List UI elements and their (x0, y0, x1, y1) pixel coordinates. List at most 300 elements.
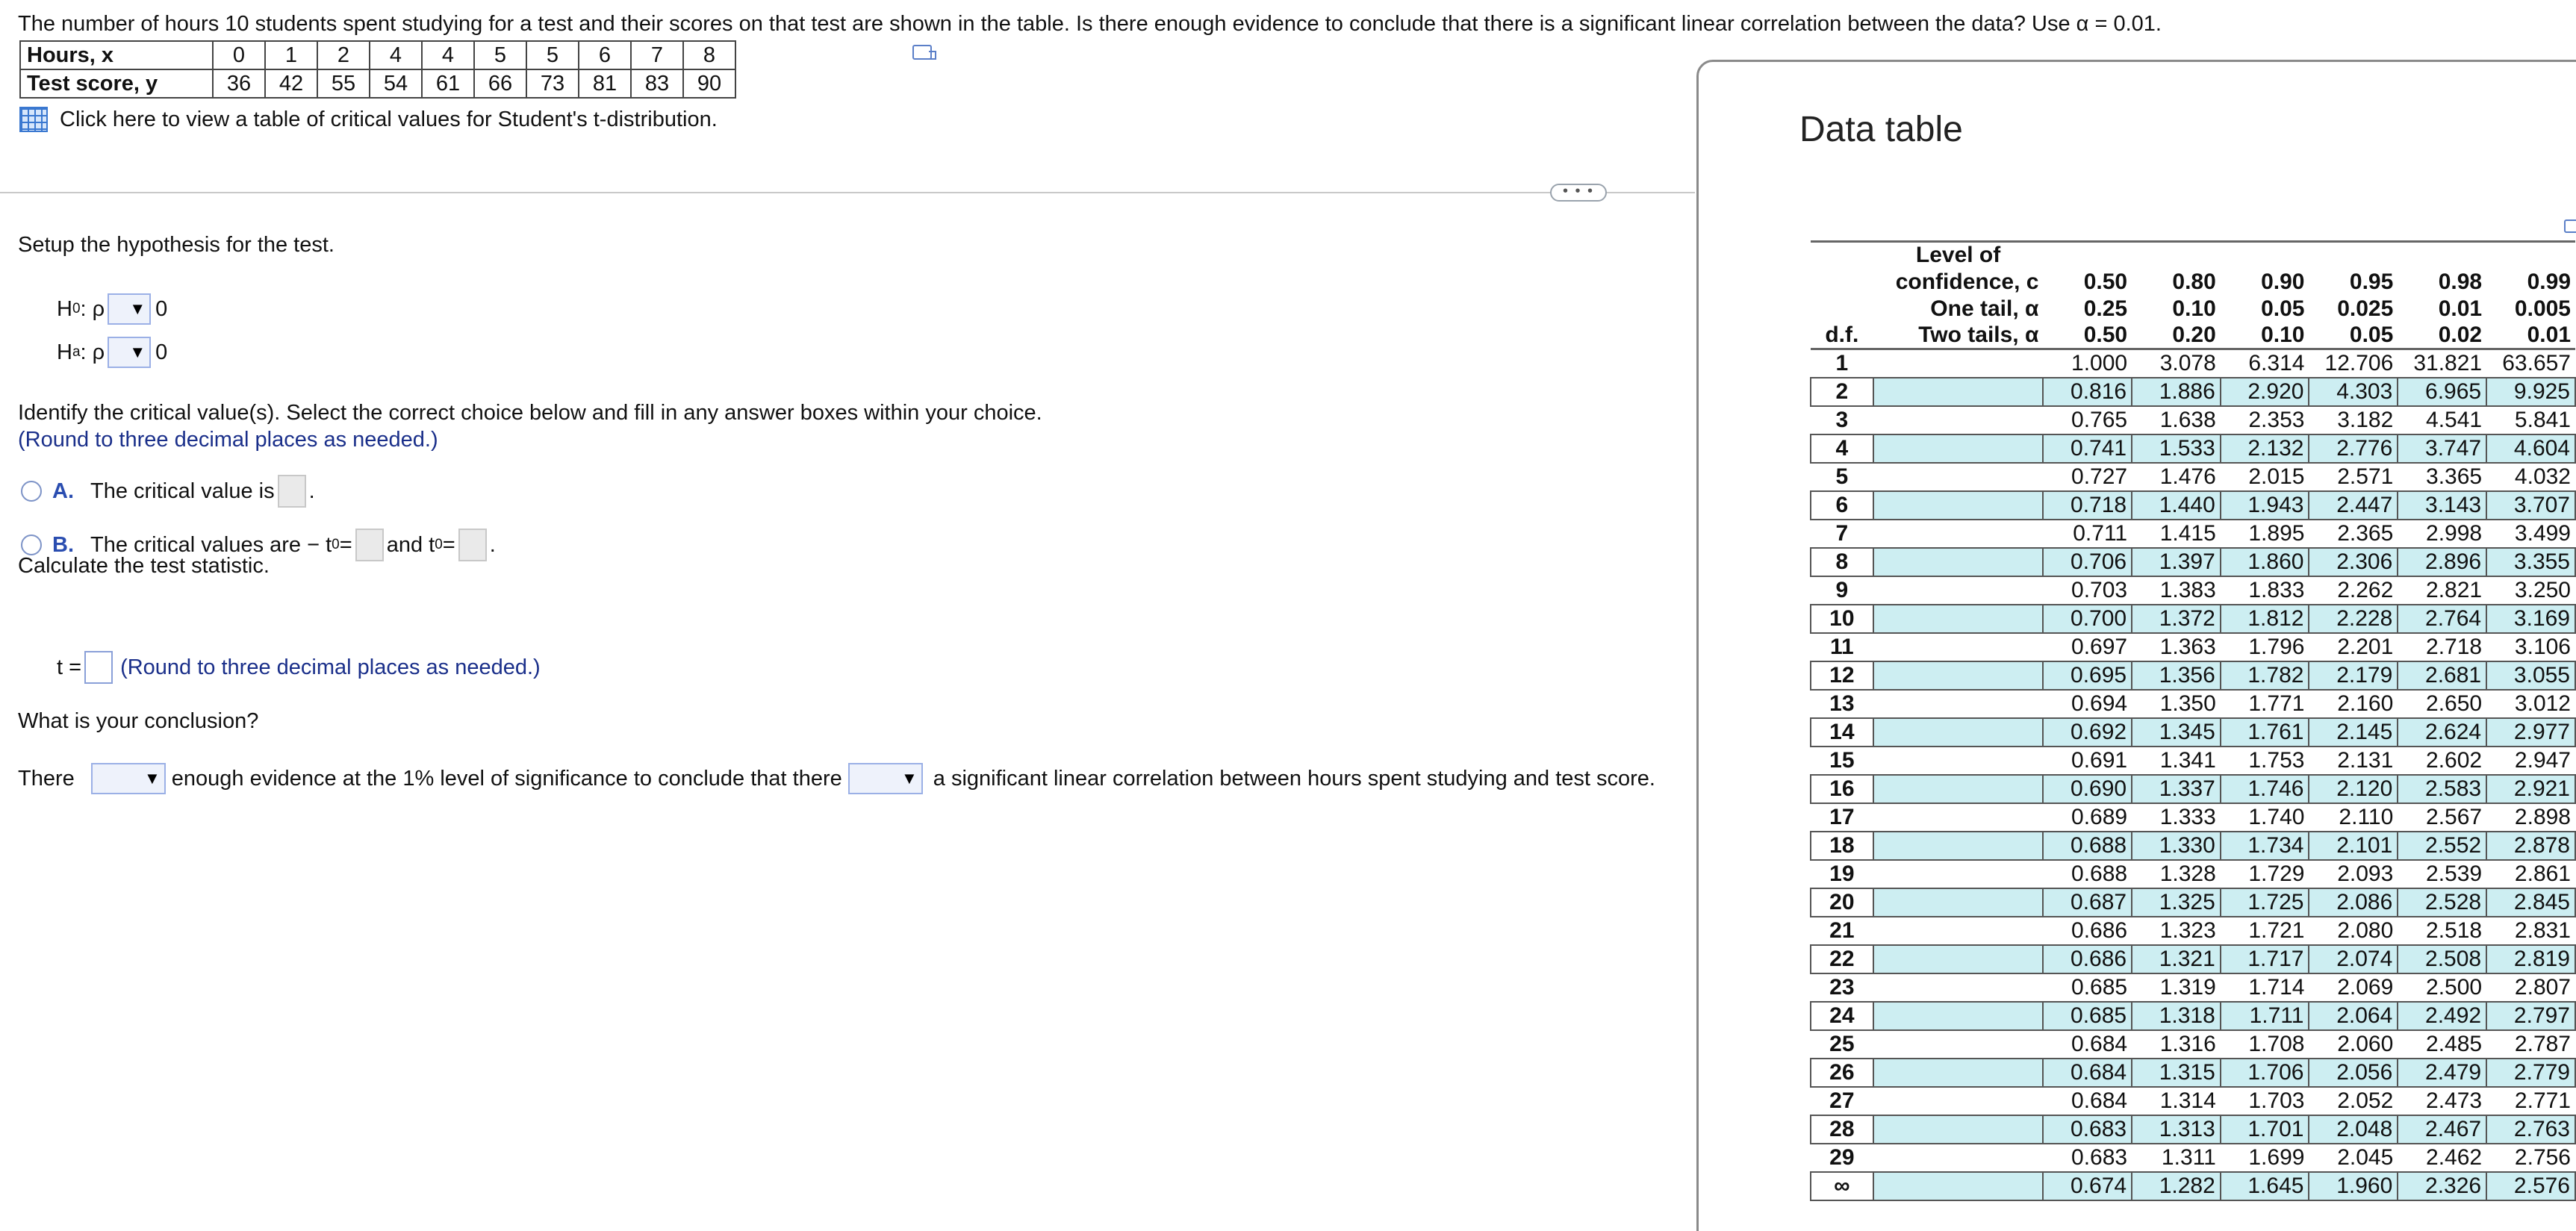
spacer-cell (1873, 973, 2044, 1002)
t-value-cell: 1.711 (2221, 1002, 2309, 1030)
table-row (1811, 690, 2575, 718)
spacer-cell (1873, 775, 2044, 803)
t-value-cell: 2.120 (2309, 775, 2398, 803)
copy-icon[interactable] (2564, 219, 2576, 233)
table-row (1811, 973, 2575, 1002)
one-tail-value: 0.05 (2261, 296, 2305, 321)
table-row (1811, 463, 2575, 491)
t-value-cell: 1.323 (2159, 917, 2216, 943)
t-value-cell: 2.756 (2514, 1144, 2571, 1170)
h0-value: 0 (155, 296, 168, 321)
df-label: d.f. (1811, 322, 1873, 349)
t-value-cell: 1.318 (2132, 1002, 2221, 1030)
h0-operator-dropdown[interactable] (108, 293, 151, 325)
t-value-cell: 2.086 (2309, 888, 2398, 917)
df-cell: 28 (1811, 1115, 1873, 1144)
t-value-cell: 1.314 (2159, 1088, 2216, 1113)
t-value-cell: 0.695 (2043, 661, 2132, 690)
t-value-cell: 1.372 (2132, 605, 2221, 633)
spacer-cell (1873, 945, 2044, 973)
score-cell: 42 (265, 69, 317, 98)
t-value-cell: 1.333 (2159, 804, 2216, 829)
header-row-one-tail (1811, 296, 2575, 322)
section-divider (0, 192, 1695, 193)
t-value-cell: 1.341 (2159, 747, 2216, 773)
t-value-cell: 3.143 (2398, 491, 2486, 520)
df-cell: 5 (1835, 464, 1849, 489)
t-value-cell: 2.602 (2426, 747, 2483, 773)
two-tail-value: 0.50 (2043, 322, 2132, 349)
conf-value: 0.98 (2438, 269, 2483, 294)
df-cell: 11 (1829, 634, 1854, 659)
t-value-cell: 3.499 (2514, 520, 2571, 546)
h0-label: H (57, 296, 72, 321)
t-value-cell: 2.160 (2337, 691, 2394, 716)
table-row (1811, 378, 2575, 406)
t-value-cell: 0.711 (2073, 520, 2128, 546)
t-value-cell: 1.721 (2248, 917, 2305, 943)
t-value-cell: 2.576 (2486, 1172, 2575, 1200)
t-value-cell: 1.316 (2159, 1031, 2216, 1056)
spacer-cell (1873, 548, 2044, 576)
spacer-cell (1873, 1059, 2044, 1087)
df-cell: 26 (1811, 1059, 1873, 1087)
t-value-cell: 1.638 (2159, 407, 2216, 432)
t-value-cell: 2.052 (2337, 1088, 2394, 1113)
t-value-cell: 0.684 (2071, 1031, 2128, 1056)
hours-cell: 5 (474, 41, 526, 69)
df-cell: 18 (1811, 832, 1873, 860)
df-cell: ∞ (1811, 1172, 1873, 1200)
t-value-cell: 1.440 (2132, 491, 2221, 520)
critical-value-input[interactable] (278, 475, 306, 508)
t-value-cell: 3.078 (2159, 350, 2216, 375)
df-cell: 14 (1811, 718, 1873, 747)
df-cell: 17 (1829, 804, 1855, 829)
t-value-cell: 2.479 (2398, 1059, 2486, 1087)
t-value-cell: 1.330 (2132, 832, 2221, 860)
t-value-cell: 3.707 (2486, 491, 2575, 520)
t-value-cell: 2.821 (2426, 577, 2483, 602)
t-value-cell: 0.684 (2071, 1088, 2128, 1113)
table-row (1811, 1115, 2575, 1144)
t-value-cell: 2.485 (2426, 1031, 2483, 1056)
t-value-cell: 0.765 (2071, 407, 2128, 432)
score-cell: 61 (422, 69, 474, 98)
spacer-cell (1873, 1172, 2044, 1200)
t-value-cell: 2.500 (2426, 974, 2483, 1000)
t-value-cell: 1.860 (2221, 548, 2309, 576)
t-value-cell: 12.706 (2324, 350, 2394, 375)
t-value-cell: 2.567 (2426, 804, 2483, 829)
table-row (1811, 888, 2575, 917)
t-value-cell: 0.697 (2071, 634, 2128, 659)
hours-cell: 4 (370, 41, 422, 69)
t-value-cell: 1.699 (2248, 1144, 2305, 1170)
df-cell: 20 (1811, 888, 1873, 917)
t-value-cell: 2.764 (2398, 605, 2486, 633)
option-a-radio[interactable] (21, 481, 42, 502)
hours-cell: 4 (422, 41, 474, 69)
t-hint: (Round to three decimal places as needed.) (120, 655, 541, 679)
spacer-cell (1873, 803, 2044, 832)
spacer-cell (1873, 718, 2044, 747)
t-value-cell: 2.718 (2426, 634, 2483, 659)
one-tail-value: 0.10 (2172, 296, 2216, 321)
t-value-cell: 2.947 (2514, 747, 2571, 773)
h0-rho: : ρ (80, 296, 105, 321)
t-value-cell: 1.753 (2248, 747, 2305, 773)
t-value-cell: 2.539 (2426, 861, 2483, 886)
t-value-cell: 2.060 (2337, 1031, 2394, 1056)
t-statistic-input[interactable] (84, 651, 113, 684)
spacer-cell (1873, 406, 2044, 434)
t-value-cell: 3.012 (2514, 691, 2571, 716)
conf-value: 0.50 (2083, 269, 2128, 294)
table-row (20, 69, 735, 98)
option-a[interactable]: A. The critical value is . (21, 475, 315, 508)
t-value-cell: 2.845 (2486, 888, 2575, 917)
option-b-sub2: 0 (435, 537, 443, 552)
t-value-cell: 3.365 (2426, 464, 2483, 489)
option-b-letter: B. (52, 532, 74, 557)
df-cell: 4 (1811, 434, 1873, 463)
t-value-cell: 1.717 (2221, 945, 2309, 973)
critical-values-link[interactable] (19, 107, 718, 132)
t-value-cell: 0.718 (2043, 491, 2132, 520)
spacer-cell (1873, 661, 2044, 690)
table-row (1811, 832, 2575, 860)
df-cell: 24 (1811, 1002, 1873, 1030)
t-value-cell: 0.741 (2043, 434, 2132, 463)
t-value-cell: 31.821 (2413, 350, 2483, 375)
conf-value: 0.99 (2527, 269, 2571, 294)
t-value-cell: 0.683 (2043, 1115, 2132, 1144)
option-b-radio[interactable] (21, 535, 42, 555)
table-row (1811, 520, 2575, 548)
t-value-cell: 2.447 (2309, 491, 2398, 520)
h0-subscript: 0 (72, 301, 81, 317)
critical-prompt: Identify the critical value(s). Select the correct choice below and fill in any answer boxes within your choice. (18, 401, 1042, 425)
t-distribution-table (1810, 240, 2576, 1201)
conclusion-end: a significant linear correlation between hours spent studying and test score. (933, 766, 1655, 791)
t-value-cell: 4.303 (2309, 378, 2398, 406)
spacer-cell (1873, 605, 2044, 633)
t-value-cell: 2.681 (2398, 661, 2486, 690)
t-value-cell: 2.074 (2309, 945, 2398, 973)
table-row (1811, 1059, 2575, 1087)
t-value-cell: 1.356 (2132, 661, 2221, 690)
df-cell: 12 (1811, 661, 1873, 690)
t-value-cell: 1.782 (2221, 661, 2309, 690)
spacer-cell (1873, 747, 2044, 775)
t-value-cell: 2.998 (2426, 520, 2483, 546)
df-cell: 21 (1829, 917, 1855, 943)
spacer-cell (1873, 633, 2044, 661)
df-cell: 7 (1835, 520, 1849, 546)
t-value-cell: 9.925 (2486, 378, 2575, 406)
t-value-cell: 2.045 (2337, 1144, 2394, 1170)
spacer-cell (1873, 491, 2044, 520)
hours-cell: 6 (579, 41, 631, 69)
t-value-cell: 2.015 (2248, 464, 2305, 489)
two-tail-value: 0.02 (2398, 322, 2486, 349)
t-value-cell: 2.650 (2426, 691, 2483, 716)
score-cell: 36 (213, 69, 265, 98)
option-b-text: The critical values are − t (90, 532, 332, 557)
t-value-cell: 2.896 (2398, 548, 2486, 576)
t-value-cell: 2.898 (2514, 804, 2571, 829)
table-row (1811, 349, 2575, 378)
neg-critical-input[interactable] (355, 529, 384, 561)
hours-cell: 7 (631, 41, 683, 69)
t-value-cell: 4.604 (2486, 434, 2575, 463)
t-value-cell: 2.977 (2486, 718, 2575, 747)
t-value-cell: 2.145 (2309, 718, 2398, 747)
t-value-cell: 1.771 (2248, 691, 2305, 716)
t-value-cell: 1.761 (2221, 718, 2309, 747)
table-row (1811, 548, 2575, 576)
t-value-cell: 1.960 (2309, 1172, 2398, 1200)
spacer-cell (1873, 917, 2044, 945)
critical-values-link-text[interactable]: Click here to view a table of critical values for Student's t-distribution. (60, 107, 718, 131)
t-value-cell: 1.311 (2161, 1144, 2216, 1170)
t-value-cell: 0.703 (2071, 577, 2128, 602)
correlation-dropdown[interactable] (848, 763, 923, 794)
t-value-cell: 2.787 (2514, 1031, 2571, 1056)
t-value-cell: 3.182 (2337, 407, 2394, 432)
hours-cell: 2 (317, 41, 370, 69)
t-value-cell: 1.383 (2159, 577, 2216, 602)
option-b-sub: 0 (332, 537, 340, 552)
t-value-cell: 1.282 (2132, 1172, 2221, 1200)
row-label-hours: Hours, x (20, 41, 213, 69)
t-value-cell: 1.315 (2132, 1059, 2221, 1087)
option-b-eq: = (339, 532, 352, 557)
null-hypothesis (57, 293, 167, 325)
spacer-cell (1873, 378, 2044, 406)
t-value-cell: 4.032 (2514, 464, 2571, 489)
t-value-cell: 2.921 (2486, 775, 2575, 803)
df-cell: 3 (1835, 407, 1849, 432)
ha-label: H (57, 340, 72, 364)
spacer-cell (1873, 1030, 2044, 1059)
one-tail-value: 0.025 (2337, 296, 2394, 321)
option-b-and: and t (386, 532, 435, 557)
score-cell: 66 (474, 69, 526, 98)
spacer-cell (1873, 1002, 2044, 1030)
t-value-cell: 1.645 (2221, 1172, 2309, 1200)
t-value-cell: 1.746 (2221, 775, 2309, 803)
t-value-cell: 3.355 (2486, 548, 2575, 576)
hypothesis-prompt: Setup the hypothesis for the test. (18, 233, 335, 257)
data-table (19, 40, 736, 99)
t-value-cell: 2.132 (2221, 434, 2309, 463)
t-value-cell: 2.353 (2248, 407, 2305, 432)
t-value-cell: 2.571 (2337, 464, 2394, 489)
t-value-cell: 1.345 (2132, 718, 2221, 747)
df-cell: 27 (1829, 1088, 1855, 1113)
df-cell: 10 (1811, 605, 1873, 633)
table-row (1811, 945, 2575, 973)
spacer-cell (1873, 576, 2044, 605)
option-b[interactable]: B. The critical values are − t 0 = and t 0 = . (21, 529, 496, 561)
hours-cell: 5 (526, 41, 579, 69)
table-row (1811, 491, 2575, 520)
t-value-cell: 2.518 (2426, 917, 2483, 943)
df-cell: 1 (1835, 350, 1849, 375)
hours-cell: 1 (265, 41, 317, 69)
score-cell: 73 (526, 69, 579, 98)
score-cell: 83 (631, 69, 683, 98)
t-value-cell: 2.048 (2309, 1115, 2398, 1144)
df-cell: 13 (1829, 691, 1855, 716)
statistic-prompt: Calculate the test statistic. (18, 554, 270, 578)
score-cell: 55 (317, 69, 370, 98)
t-value-cell: 4.541 (2426, 407, 2483, 432)
spacer-cell (1873, 860, 2044, 888)
option-b-eq2: = (442, 532, 455, 557)
t-value-cell: 0.685 (2071, 974, 2128, 1000)
table-row (1811, 917, 2575, 945)
df-cell: 23 (1829, 974, 1855, 1000)
t-value-cell: 1.703 (2248, 1088, 2305, 1113)
two-tail-value: 0.05 (2309, 322, 2398, 349)
t-value-cell: 2.056 (2309, 1059, 2398, 1087)
t-value-cell: 1.321 (2132, 945, 2221, 973)
t-value-cell: 6.965 (2398, 378, 2486, 406)
t-value-cell: 2.201 (2337, 634, 2394, 659)
score-cell: 54 (370, 69, 422, 98)
t-value-cell: 1.886 (2132, 378, 2221, 406)
t-value-cell: 0.816 (2043, 378, 2132, 406)
t-value-cell: 0.691 (2071, 747, 2128, 773)
t-value-cell: 2.306 (2309, 548, 2398, 576)
t-value-cell: 3.055 (2486, 661, 2575, 690)
conclusion-prompt: What is your conclusion? (18, 709, 259, 733)
t-value-cell: 2.861 (2514, 861, 2571, 886)
table-row (1811, 633, 2575, 661)
t-value-cell: 1.319 (2159, 974, 2216, 1000)
t-value-cell: 2.819 (2486, 945, 2575, 973)
t-statistic-row (57, 651, 541, 684)
t-value-cell: 1.313 (2132, 1115, 2221, 1144)
table-row (1811, 1144, 2575, 1172)
two-tail-label: Two tails, α (1873, 322, 2044, 349)
t-value-cell: 2.779 (2486, 1059, 2575, 1087)
t-value-cell: 3.250 (2514, 577, 2571, 602)
t-value-cell: 5.841 (2514, 407, 2571, 432)
t-value-cell: 1.328 (2159, 861, 2216, 886)
t-value-cell: 1.000 (2071, 350, 2128, 375)
t-value-cell: 0.685 (2043, 1002, 2132, 1030)
t-value-cell: 2.771 (2514, 1088, 2571, 1113)
df-cell: 16 (1811, 775, 1873, 803)
conclusion-middle: enough evidence at the 1% level of significance to conclude that there (171, 766, 842, 791)
pos-critical-input[interactable] (458, 529, 487, 561)
conf-label-1: Level of (1873, 242, 2044, 269)
header-row-level (1811, 242, 2575, 269)
t-value-cell: 0.727 (2071, 464, 2128, 489)
t-value-cell: 0.686 (2071, 917, 2128, 943)
two-tail-value: 0.20 (2132, 322, 2221, 349)
conf-value: 0.80 (2172, 269, 2216, 294)
t-value-cell: 0.687 (2043, 888, 2132, 917)
t-value-cell: 0.686 (2043, 945, 2132, 973)
header-row-two-tail (1811, 322, 2575, 349)
t-value-cell: 2.093 (2337, 861, 2394, 886)
alt-hypothesis (57, 337, 167, 368)
two-tail-value: 0.10 (2221, 322, 2309, 349)
one-tail-value: 0.005 (2514, 296, 2571, 321)
copy-icon[interactable] (912, 45, 932, 60)
df-cell: 19 (1829, 861, 1855, 886)
t-value-cell: 1.415 (2159, 520, 2216, 546)
df-cell: 2 (1811, 378, 1873, 406)
score-cell: 90 (683, 69, 735, 98)
spacer-cell (1873, 1115, 2044, 1144)
spacer-cell (1873, 1144, 2044, 1172)
two-tail-value: 0.01 (2486, 322, 2575, 349)
t-value-cell: 2.583 (2398, 775, 2486, 803)
t-value-cell: 2.101 (2309, 832, 2398, 860)
ha-operator-dropdown[interactable] (108, 337, 151, 368)
t-label: t = (57, 655, 82, 679)
t-value-cell: 2.763 (2486, 1115, 2575, 1144)
t-value-cell: 2.831 (2514, 917, 2571, 943)
df-cell: 9 (1835, 577, 1849, 602)
table-row (1811, 434, 2575, 463)
table-row (1811, 803, 2575, 832)
t-value-cell: 2.797 (2486, 1002, 2575, 1030)
option-a-text: The critical value is (90, 479, 275, 503)
t-value-cell: 1.363 (2159, 634, 2216, 659)
df-cell: 25 (1829, 1031, 1855, 1056)
t-value-cell: 2.624 (2398, 718, 2486, 747)
conf-value: 0.90 (2261, 269, 2305, 294)
t-value-cell: 1.701 (2221, 1115, 2309, 1144)
t-value-cell: 1.740 (2248, 804, 2305, 829)
t-value-cell: 2.508 (2398, 945, 2486, 973)
ha-value: 0 (155, 340, 168, 364)
table-row (1811, 576, 2575, 605)
t-value-cell: 2.462 (2426, 1144, 2483, 1170)
t-value-cell: 1.796 (2248, 634, 2305, 659)
t-value-cell: 0.674 (2043, 1172, 2132, 1200)
table-row (1811, 1030, 2575, 1059)
table-row (1811, 1087, 2575, 1115)
conf-value: 0.95 (2349, 269, 2394, 294)
table-row (1811, 1172, 2575, 1200)
t-value-cell: 1.734 (2221, 832, 2309, 860)
t-value-cell: 1.708 (2248, 1031, 2305, 1056)
t-value-cell: 1.397 (2132, 548, 2221, 576)
t-value-cell: 2.807 (2514, 974, 2571, 1000)
t-value-cell: 2.492 (2398, 1002, 2486, 1030)
t-value-cell: 1.350 (2159, 691, 2216, 716)
conf-label-2: confidence, c (1895, 269, 2039, 294)
table-row (1811, 860, 2575, 888)
t-value-cell: 1.325 (2132, 888, 2221, 917)
header-row-confidence (1811, 269, 2575, 296)
t-value-cell: 1.895 (2248, 520, 2305, 546)
t-value-cell: 6.314 (2248, 350, 2305, 375)
more-button[interactable]: • • • (1550, 184, 1607, 202)
conclusion-there: There (18, 766, 75, 791)
question-text: The number of hours 10 students spent studying for a test and their scores on that test are shown in the table. Is there enough evidence to conclude that there is a significant linear correlation between the data? Use α = 0.01. (18, 12, 2162, 36)
enough-evidence-dropdown[interactable] (91, 763, 166, 794)
critical-hint: (Round to three decimal places as needed.) (18, 428, 438, 452)
